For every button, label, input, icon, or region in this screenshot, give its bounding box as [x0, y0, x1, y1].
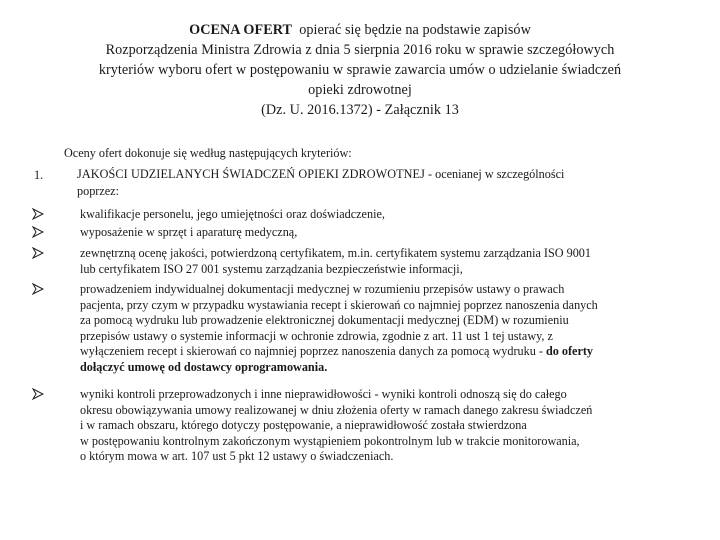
title-ocena-ofert: OCENA OFERT: [189, 22, 293, 38]
item-heading-title: JAKOŚCI UDZIELANYCH ŚWIADCZEŃ OPIEKI ZDROWOTNEJ: [77, 167, 425, 181]
item-heading: [77, 166, 697, 200]
arrowhead-bullet-icon: [32, 226, 44, 238]
item-heading-rest: - ocenianej w szczególności: [428, 167, 565, 181]
bullet-text-4-emphasis: do oferty dołączyć umowę od dostawcy oprogramowania.: [80, 344, 594, 374]
intro-text: Oceny ofert dokonuje się według następujących kryteriów:: [64, 146, 352, 160]
item-heading-line2: poprzez:: [77, 184, 119, 198]
arrowhead-bullet-icon: [32, 247, 44, 259]
title-line-3: kryteriów wyboru ofert w postępowaniu w sprawie zawarcia umów o udzielanie świadczeń: [98, 62, 622, 78]
arrowhead-bullet-icon: [32, 208, 44, 220]
bullet-text-3: zewnętrzną ocenę jakości, potwierdzoną certyfikatem, m.in. certyfikatem systemu zarządzania ISO 9001 lub certyfikatem ISO 27 001 systemu zarządzania bezpieczeństwie informacji,: [80, 246, 591, 276]
document-title: [0, 20, 720, 120]
bullet-text-4: [80, 282, 695, 376]
arrowhead-bullet-icon: [32, 283, 44, 295]
title-line-4: opieki zdrowotnej: [308, 82, 412, 98]
title-line-1: [0, 20, 720, 40]
arrowhead-bullet-icon: [32, 388, 44, 400]
title-line-2: Rozporządzenia Ministra Zdrowia z dnia 5 sierpnia 2016 roku w sprawie szczegółowych: [105, 42, 615, 58]
bullet-text-4-body: prowadzeniem indywidualnej dokumentacji medycznej w rozumieniu przepisów ustawy o prawach pacjenta, przy czym w przypadku wystawiania recept i skierowań co najmniej poprzez nanoszenia danych za pomocą wydruku lub prowadzenie elektronicznej dokumentacji medycznej (EDM) w rozumieniu przepisów ustawy o systemie informacji w ochronie zdrowia, zgodnie z art. 11 ust 1 tej ustawy, z wyłączeniem recept i skierowań co najmniej poprzez nanoszenia danych za pomocą wydruku -: [80, 282, 598, 359]
bullet-text-2: wyposażenie w sprzęt i aparaturę medyczną,: [80, 225, 298, 239]
bullet-text-5: wyniki kontroli przeprowadzonych i inne nieprawidłowości - wyniki kontroli odnoszą się do całego okresu obowiązywania umowy realizowanej w dniu złożenia oferty w ramach danego zakresu świadczeń i w ramach obszaru, którego dotyczy postępowanie, a nieprawidłowość została stwierdzona w postępowaniu kontrolnym zakończonym wystąpieniem pokontrolnym lub w trakcie monitorowania, o którym mowa w art. 107 ust 5 pkt 12 ustawy o świadczeniach.: [80, 387, 593, 464]
title-line-1-rest: opierać się będzie na podstawie zapisów: [299, 22, 531, 38]
item-number: 1.: [34, 168, 44, 182]
title-line-5: (Dz. U. 2016.1372) - Załącznik 13: [261, 102, 459, 118]
bullet-text-1: kwalifikacje personelu, jego umiejętności oraz doświadczenie,: [80, 207, 385, 221]
